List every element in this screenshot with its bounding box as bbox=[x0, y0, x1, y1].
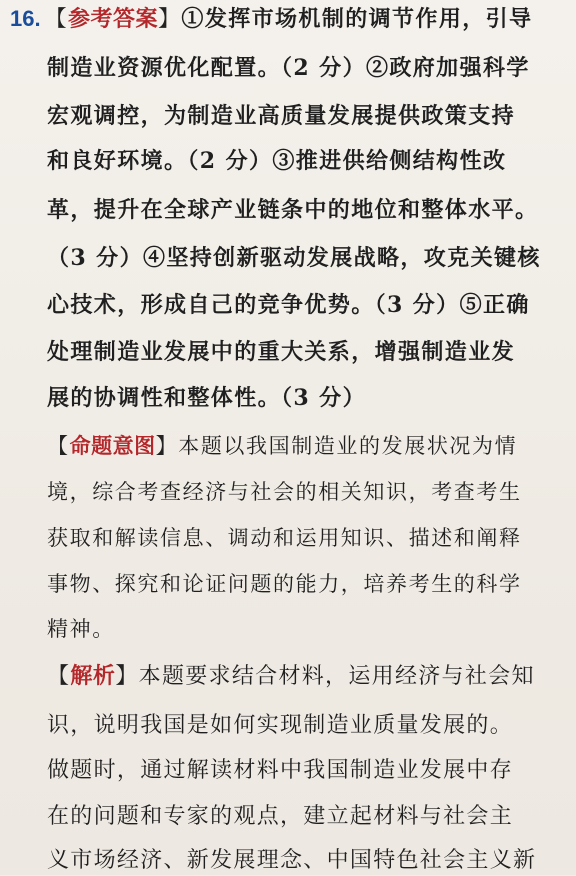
answer-text: ①发挥市场机制的调节作用，引导 bbox=[181, 6, 533, 32]
answer-label: 参考答案 bbox=[68, 7, 159, 32]
intent-text: 本题以我国制造业的发展状况为情 bbox=[178, 434, 518, 458]
bracket-open: 【 bbox=[47, 664, 71, 689]
intent-line-1 bbox=[47, 431, 517, 461]
analysis-line-2: 识，说明我国是如何实现制造业质量发展的。 bbox=[47, 713, 514, 738]
bracket-open: 【 bbox=[47, 434, 70, 458]
answer-line-9: 展的协调性和整体性。（3 分） bbox=[47, 385, 366, 411]
intent-line-2: 境，综合考查经济与社会的相关知识，考查考生 bbox=[47, 480, 522, 504]
analysis-line-5: 义市场经济、新发展理念、中国特色社会主义新 bbox=[47, 848, 537, 873]
analysis-line-4: 在的问题和专家的观点，建立起材料与社会主 bbox=[47, 804, 514, 829]
intent-line-5: 精神。 bbox=[47, 617, 115, 641]
analysis-line-3: 做题时，通过解读材料中我国制造业发展中存 bbox=[47, 758, 514, 783]
bracket-close: 】 bbox=[155, 434, 179, 458]
bracket-close: 】 bbox=[158, 7, 182, 32]
bracket-open: 【 bbox=[44, 7, 68, 32]
analysis-label: 解析 bbox=[70, 664, 116, 689]
answer-line-3: 宏观调控，为制造业高质量发展提供政策支持 bbox=[47, 103, 516, 129]
intent-label: 命题意图 bbox=[69, 434, 156, 458]
intent-line-4: 事物、探究和论证问题的能力，培养考生的科学 bbox=[47, 572, 522, 596]
answer-line-4: 和良好环境。（2 分）③推进供给侧结构性改 bbox=[47, 148, 507, 174]
answer-line-1 bbox=[10, 4, 532, 35]
answer-line-2: 制造业资源优化配置。（2 分）②政府加强科学 bbox=[47, 55, 530, 81]
intent-line-3: 获取和解读信息、调动和运用知识、描述和阐释 bbox=[47, 526, 522, 550]
answer-line-5: 革，提升在全球产业链条中的地位和整体水平。 bbox=[47, 197, 539, 223]
answer-line-7: 心技术，形成自己的竞争优势。（3 分）⑤正确 bbox=[47, 292, 530, 318]
analysis-text: 本题要求结合材料，运用经济与社会知 bbox=[138, 664, 535, 689]
question-number: 16. bbox=[10, 6, 41, 31]
analysis-line-1 bbox=[47, 662, 535, 692]
bracket-close: 】 bbox=[115, 664, 139, 689]
answer-line-6: （3 分）④坚持创新驱动发展战略，攻克关键核 bbox=[47, 245, 541, 271]
answer-line-8: 处理制造业发展中的重大关系，增强制造业发 bbox=[47, 339, 516, 365]
